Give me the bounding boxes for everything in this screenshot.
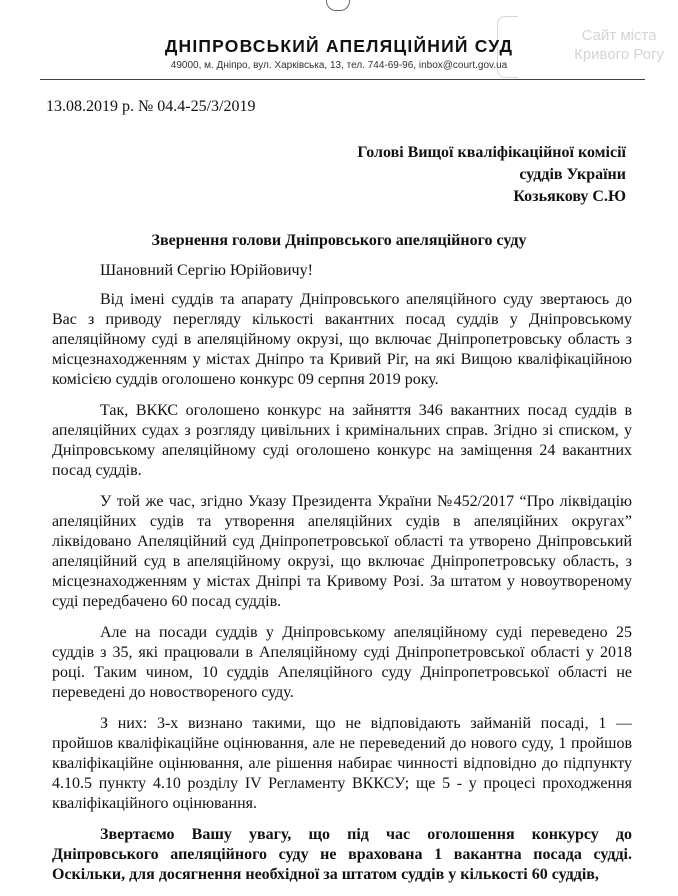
- paragraph-2: Так, ВККС оголошено конкурс на зайняття 346 вакантних посад суддів в апеляційних судах з розгляду цивільних і кримінальних справ. Згідно зі списком, у Дніпровському апеляційному суді оголошено конкурс на заміщення 24 вакантних посад суддів.: [52, 402, 632, 479]
- recipient-line-3: Козьякову С.Ю: [513, 188, 626, 205]
- letter-title: Звернення голови Дніпровського апеляційного суду: [151, 232, 527, 249]
- header-divider: [40, 79, 645, 80]
- paragraph-4: Але на посади суддів у Дніпровському апеляційному суді переведено 25 суддів з 35, які працювали в Апеляційному суді Дніпропетровської області у 2018 році. Таким чином, 10 суддів Апеляційного суду Дніпропетровської області не переведені до новоствореного суду.: [52, 624, 632, 701]
- paragraph-5: З них: 3-х визнано такими, що не відповідають займаній посаді, 1 — пройшов кваліфікаційне оцінювання, але не переведений до нового суду, 1 пройшов кваліфікаційне оцінювання, але рішення набирає чинності відповідно до підпункту 4.10.5 пункту 4.10 розділу IV Регламенту ВККСУ; ще 5 - у процесі проходження кваліфікаційного оцінювання.: [52, 715, 632, 812]
- coat-of-arms-icon: [326, 0, 350, 11]
- paragraph-1: Від імені суддів та апарату Дніпровського апеляційного суду звертаюсь до Вас з приводу перегляду кількості вакантних посад суддів у Дніпровському апеляційному суді в апеляційному окрузі, що включає Дніпропетровську область з місцезнаходженням у містах Дніпро та Кривий Ріг, на які Вищою кваліфікаційною комісією суддів оголошено конкурс 09 серпня 2019 року.: [52, 291, 632, 388]
- paragraph-6: Звертаємо Вашу увагу, що під час оголошення конкурсу до Дніпровського апеляційного суду не врахована 1 вакантна посада судді. Оскільки, для досягнення необхідної за штатом суддів у кількості 60 суддів,: [52, 826, 632, 883]
- salutation: Шановний Сергію Юрійовичу!: [100, 262, 313, 279]
- court-name: ДНІПРОВСЬКИЙ АПЕЛЯЦІЙНИЙ СУД: [164, 36, 514, 56]
- recipient-line-2: суддів України: [519, 166, 626, 183]
- paragraph-3: У той же час, згідно Указу Президента України №452/2017 “Про ліквідацію апеляційних судів та утворення апеляційних судів в апеляційних округах” ліквідовано Апеляційний суд Дніпропетровської області та утворено Дніпровський апеляційний суд в апеляційному окрузі, що включає Дніпропетровську область, з місцезнаходженням у містах Дніпрі та Кривому Розі. За штатом у новоутвореному суді передбачено 60 посад суддів.: [52, 493, 632, 610]
- letter-body: [52, 290, 632, 896]
- document-reference: 13.08.2019 р. № 04.4-25/3/2019: [46, 98, 256, 115]
- watermark-line-1: Сайт міста: [581, 27, 657, 44]
- watermark-line-2: Кривого Рогу: [574, 46, 664, 63]
- court-address: 49000, м. Дніпро, вул. Харківська, 13, тел. 744-69-96, inbox@court.gov.ua: [170, 60, 508, 71]
- recipient-block: [357, 142, 626, 208]
- recipient-line-1: Голові Вищої кваліфікаційної комісії: [357, 144, 626, 161]
